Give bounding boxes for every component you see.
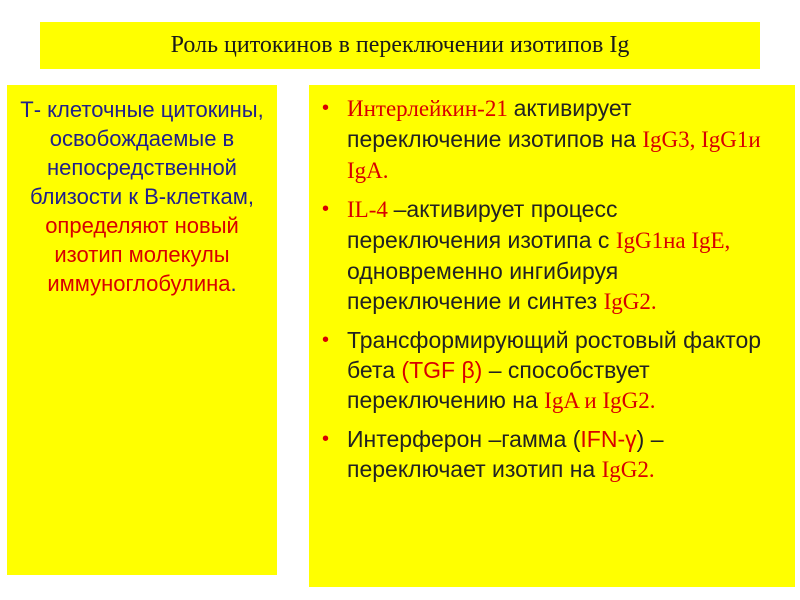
right-panel	[309, 85, 795, 587]
ifn-name: IFN-γ	[580, 426, 637, 452]
slide-title: Роль цитокинов в переключении изотипов Ig	[170, 32, 630, 58]
cytokine-list	[322, 93, 775, 485]
il4-text: –активирует процесс переключения изотипа с	[347, 196, 618, 253]
il21-name: Интерлейкин-21	[347, 96, 514, 121]
list-item-il21	[322, 93, 775, 186]
il21-text: активирует переключение изотипов на	[347, 95, 643, 152]
il4-text-2: одновременно ингибируя переключение и синтез	[347, 258, 619, 314]
il4-isotypes: IgG1на IgE,	[615, 228, 731, 253]
ifn-isotype: IgG2.	[601, 457, 655, 482]
bullet-icon: •	[322, 329, 330, 351]
il4-isotype-igg2: IgG2.	[603, 289, 657, 314]
tgf-name: (TGF β)	[401, 357, 483, 383]
list-item-ifn	[322, 424, 775, 485]
ifn-text: Интерферон –гамма (	[347, 426, 581, 452]
list-item-tgf	[322, 325, 775, 416]
bullet-icon: •	[322, 198, 330, 220]
bullet-icon: •	[322, 428, 330, 450]
il4-name: IL-4	[347, 197, 394, 222]
left-text-end: .	[230, 271, 237, 296]
left-text-red: определяют новый изотип молекулы иммуноглобулина	[45, 213, 239, 296]
bullet-icon: •	[322, 97, 330, 119]
ifn-text-2: ) – переключает изотип на	[347, 426, 664, 482]
tgf-text: Трансформирующий ростовый фактор бета	[347, 327, 762, 383]
slide-title-bar	[40, 22, 760, 69]
tgf-text-2: – способствует переключению на	[347, 357, 650, 413]
left-text-blue: Т- клеточные цитокины, освобождаемые в непосредственной близости к В-клеткам,	[20, 97, 264, 209]
il21-isotypes: IgG3, IgG1и IgA.	[347, 127, 761, 183]
tgf-isotypes: IgA и IgG2.	[544, 388, 656, 413]
left-panel	[7, 85, 277, 575]
list-item-il4	[322, 194, 775, 317]
